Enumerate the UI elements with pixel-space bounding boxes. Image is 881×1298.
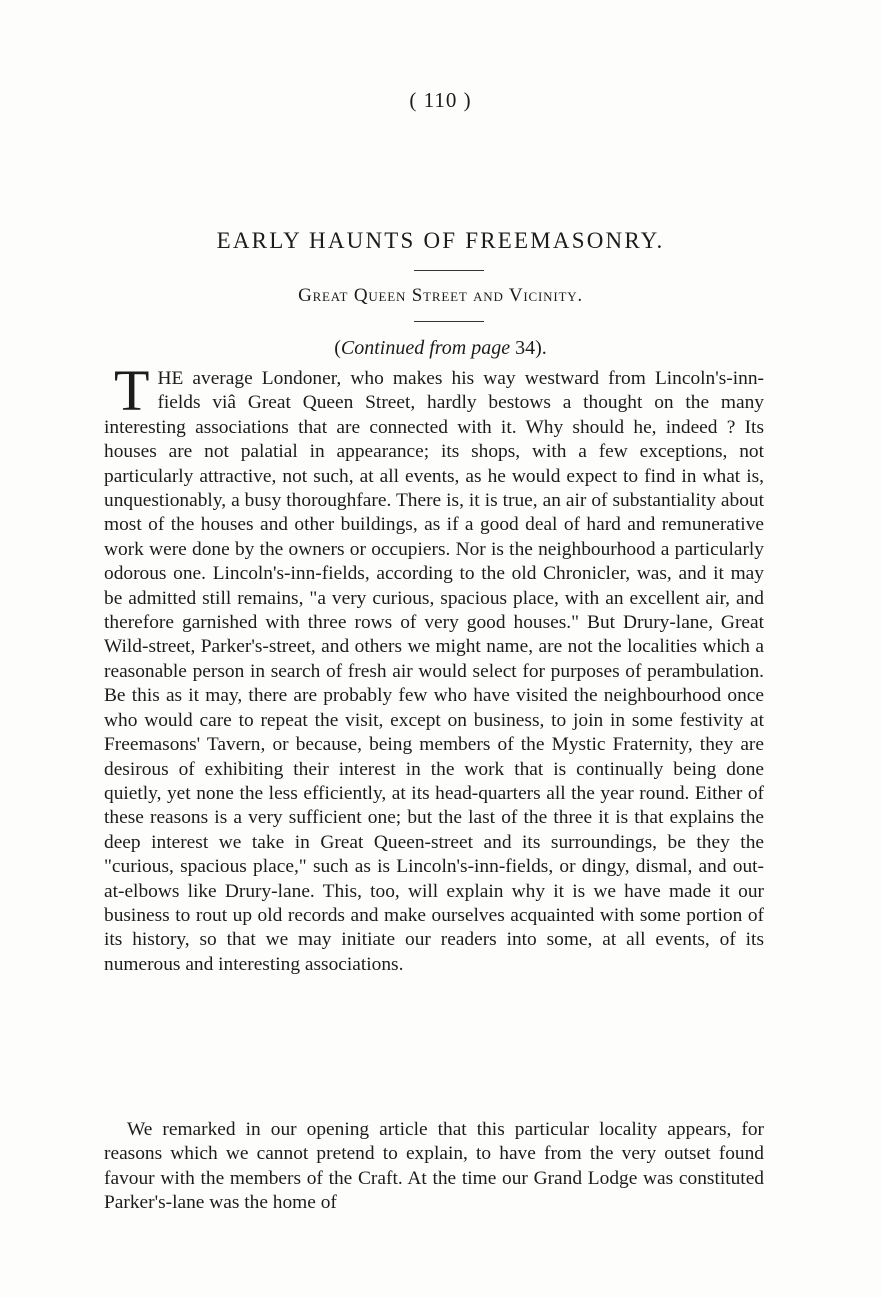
subtitle-rule [414, 321, 484, 322]
continued-page: 34 [515, 337, 536, 359]
article-title: EARLY HAUNTS OF FREEMASONRY. [216, 228, 665, 253]
title-rule [414, 270, 484, 271]
page-number: ( 110 ) [409, 88, 472, 112]
drop-cap: T [114, 358, 150, 423]
paragraph-1 [104, 358, 764, 977]
continued-label: Continued from page [340, 337, 511, 359]
paragraph-2 [104, 1118, 764, 1216]
article-subtitle: Great Queen Street and Vicinity. [298, 285, 583, 306]
paragraph-2-text: We remarked in our opening article that this particular locality appears, for reasons which we cannot pretend to explain, to have from the very outset found favour with the members of the Craft. At the time our Grand Lodge was constituted Parker's-lane was the home of [104, 1119, 764, 1214]
paragraph-1-text: HE average Londoner, who makes his way westward from Lincoln's-inn-fields viâ Great Queen Street, hardly bestows a thought on the many interesting associations that are connected with it. Why should he, indeed ? Its houses are not palatial in appearance; its shops, with a few exceptions, not particularly attractive, not such, at all events, as he would expect to find in what is, unquestionably, a busy thoroughfare. There is, it is true, an air of substantiality about most of the houses and other buildings, as if a good deal of hard and remunerative work were done by the owners or occupiers. Nor is the neighbourhood a particularly odorous one. Lincoln's-inn-fields, according to the old Chronicler, was, and it may be admitted still remains, "a very curious, spacious place, with an excellent air, and therefore garnished with three rows of very good houses." But Drury-lane, Great Wild-street, Parker's-street, and others we might name, are not the localities which a reasonable person in search of fresh air would select for purposes of perambulation. Be this as it may, there are probably few who have visited the neighbourhood once who would care to repeat the visit, except on business, to join in some festivity at Freemasons' Tavern, or because, being members of the Mystic Fraternity, they are desirous of exhibiting their interest in the work that is continually being done quietly, yet none the less efficiently, at its head-quarters all the year round. Either of these reasons is a very sufficient one; but the last of the three it is that explains the deep interest we take in Great Queen-street and its surroundings, be they the "curious, spacious place," such as is Lincoln's-inn-fields, or dingy, dismal, and out-at-elbows like Drury-lane. This, too, will explain why it is we have made it our business to rout up old records and make ourselves acquainted with some portion of its history, so that we may initiate our readers into some, at all events, of its numerous and interesting associations. [104, 368, 764, 975]
continued-note: (Continued from page 34). [334, 337, 547, 359]
